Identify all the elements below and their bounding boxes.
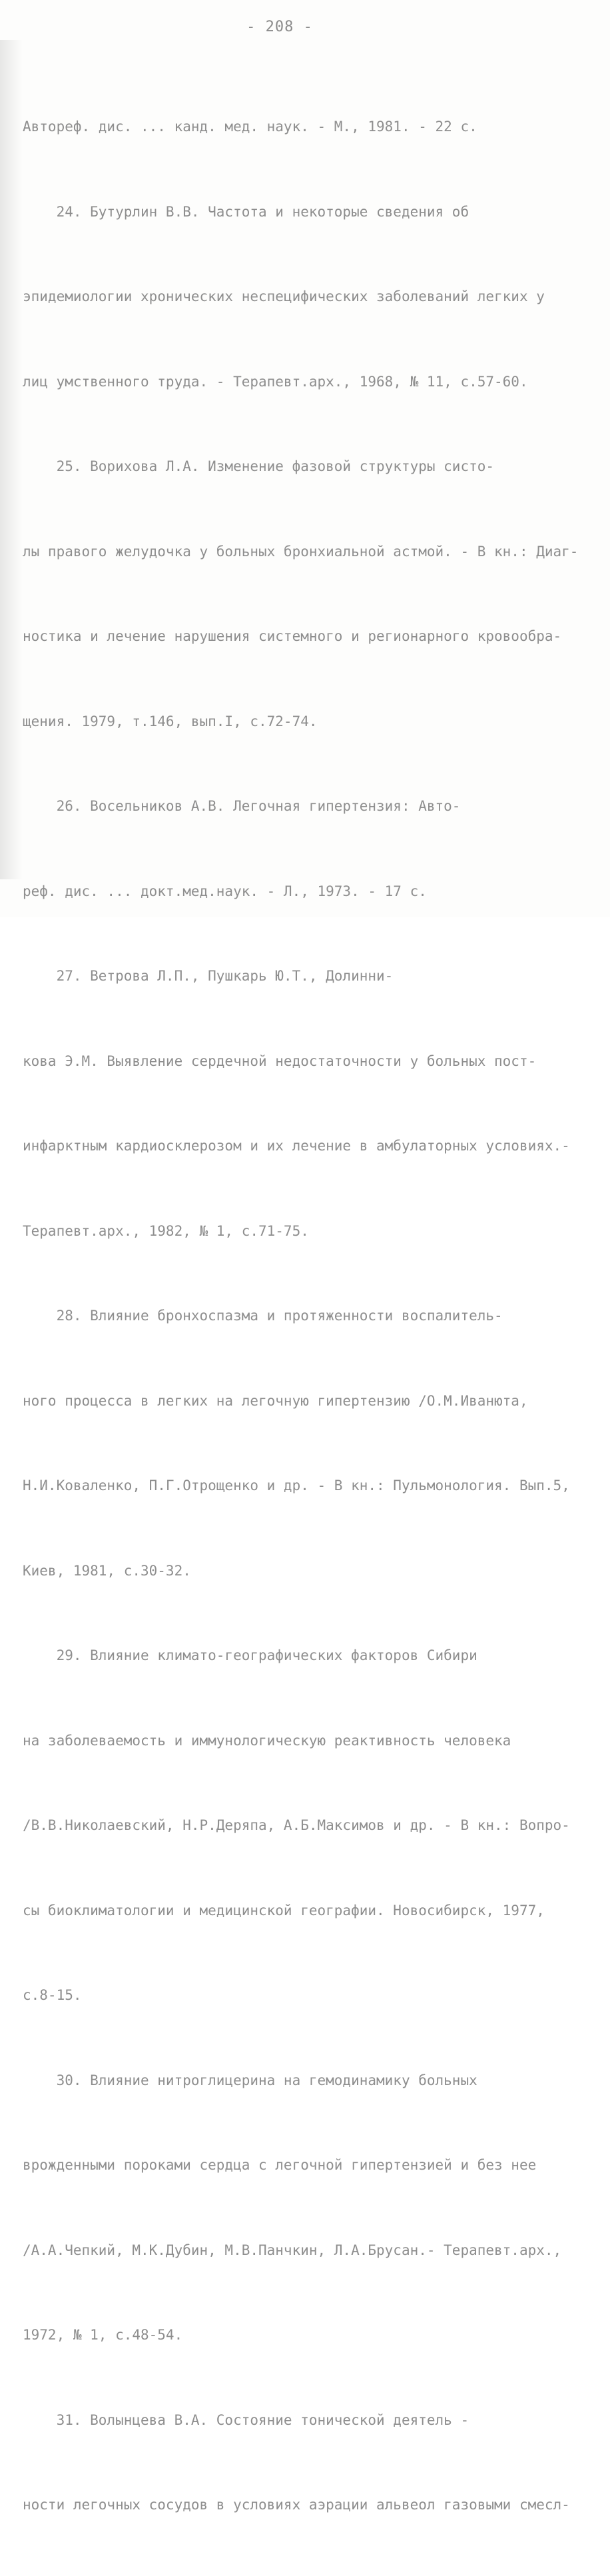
text-line: эпидемиологии хронических неспецифических заболеваний легких у [23, 288, 545, 304]
bibliography-text [23, 56, 589, 2576]
text-line: с.8-15. [23, 1987, 82, 2003]
text-line: 30. Влияние нитроглицерина на гемодинамику больных [23, 2072, 477, 2088]
text-line: Автореф. дис. ... канд. мед. наук. - М., 1981. - 22 с. [23, 119, 477, 135]
text-line: щения. 1979, т.146, вып.I, с.72-74. [23, 713, 318, 729]
text-line: лиц умственного труда. - Терапевт.арх., 1968, № 11, с.57-60. [23, 373, 528, 390]
text-line: Терапевт.арх., 1982, № 1, с.71-75. [23, 1222, 309, 1239]
text-line: 28. Влияние бронхоспазма и протяженности воспалитель- [23, 1308, 503, 1324]
text-line: кова Э.М. Выявление сердечной недостаточности у больных пост- [23, 1053, 537, 1069]
text-line: Киев, 1981, с.30-32. [23, 1562, 191, 1579]
text-line: ного процесса в легких на легочную гипертензию /О.М.Иванюта, [23, 1392, 528, 1409]
scan-edge-shadow [0, 40, 23, 879]
text-line: ности легочных сосудов в условиях аэрации альвеол газовыми смесл- [23, 2497, 570, 2513]
text-line: 31. Волынцева В.А. Состояние тонической деятель - [23, 2411, 469, 2428]
text-line: 24. Бутурлин В.В. Частота и некоторые сведения об [23, 203, 469, 220]
text-line: 25. Ворихова Л.А. Изменение фазовой структуры систо- [23, 458, 495, 474]
text-line: инфарктным кардиосклерозом и их лечение в амбулаторных условиях.- [23, 1138, 570, 1154]
text-line: ностика и лечение нарушения системного и регионарного кровообра- [23, 628, 562, 644]
page-number: - 208 - [246, 19, 313, 35]
text-line: лы правого желудочка у больных бронхиальной астмой. - В кн.: Диаг- [23, 543, 579, 560]
text-line: /В.В.Николаевский, Н.Р.Деряпа, А.Б.Максимов и др. - В кн.: Вопро- [23, 1817, 570, 1833]
text-line: /А.А.Чепкий, М.К.Дубин, М.В.Панчкин, Л.А.Брусан.- Терапевт.арх., [23, 2242, 562, 2258]
text-line: 1972, № 1, с.48-54. [23, 2327, 183, 2343]
text-line: 26. Восельников А.В. Легочная гипертензия: Авто- [23, 798, 461, 814]
text-line: врожденными пороками сердца с легочной гипертензией и без нее [23, 2157, 537, 2173]
text-line: 29. Влияние климато-географических факторов Сибири [23, 1647, 477, 1663]
text-line: Н.И.Коваленко, П.Г.Отрощенко и др. - В кн.: Пульмонология. Вып.5, [23, 1478, 570, 1494]
text-line: на заболеваемость и иммунологическую реактивность человека [23, 1732, 511, 1749]
text-line: 27. Ветрова Л.П., Пушкарь Ю.Т., Долинни- [23, 968, 394, 984]
text-line: сы биоклиматологии и медицинской географии. Новосибирск, 1977, [23, 1902, 545, 1919]
text-line: реф. дис. ... докт.мед.наук. - Л., 1973. - 17 с. [23, 883, 427, 899]
